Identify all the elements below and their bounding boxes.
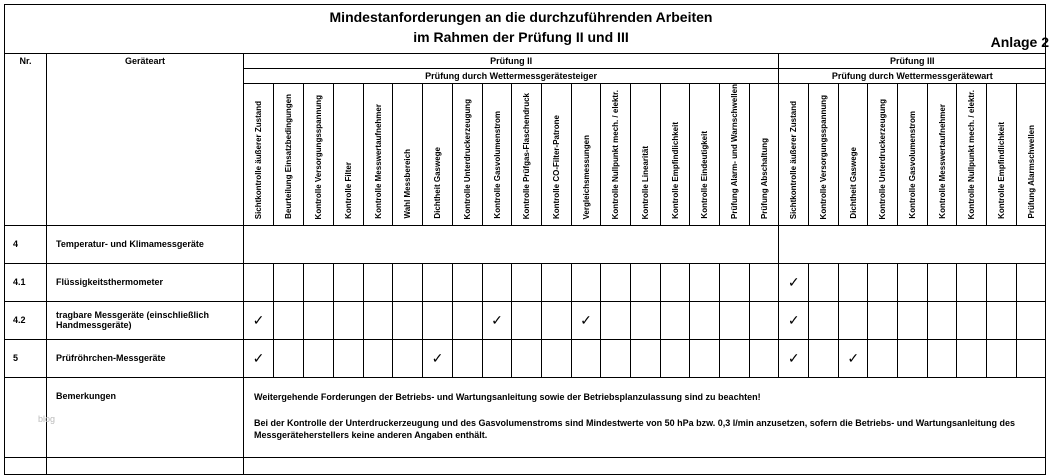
- pruefung3-column-header: [898, 84, 928, 226]
- empty-cell: [393, 263, 423, 301]
- empty-cell: [779, 225, 1046, 263]
- empty-cell: [750, 263, 779, 301]
- column-header-text: Prüfung Alarm- und Warnschwellen: [730, 84, 739, 219]
- row-label: tragbare Messgeräte (einschließlich Handmessgeräte): [47, 301, 244, 339]
- empty-cell: [987, 339, 1017, 377]
- empty-cell: [868, 263, 898, 301]
- empty-cell: [809, 263, 839, 301]
- column-header-text: Kontrolle Unterdruckerzeugung: [463, 98, 472, 219]
- pruefung2-column-header: [304, 84, 334, 226]
- empty-cell: [1017, 301, 1046, 339]
- pruefung3-column-header: [779, 84, 809, 226]
- empty-cell: [631, 339, 661, 377]
- column-header-text: Dichtheit Gaswege: [848, 147, 858, 219]
- empty-cell: [334, 263, 364, 301]
- empty-cell: [512, 301, 542, 339]
- header-pruefung-2: Prüfung II: [244, 54, 779, 69]
- column-header-text: Wahl Messbereich: [403, 149, 412, 219]
- empty-cell: [868, 339, 898, 377]
- empty-cell: [750, 301, 779, 339]
- pruefung2-column-header: [661, 84, 690, 226]
- empty-cell: [364, 263, 393, 301]
- empty-cell: [601, 339, 631, 377]
- empty-cell: [453, 339, 483, 377]
- empty-cell: [690, 301, 720, 339]
- empty-cell: [244, 225, 779, 263]
- column-header-text: Kontrolle Empfindlichkeit: [997, 122, 1007, 219]
- bemerkungen-text-1: Weitergehende Forderungen der Betriebs- und Wartungsanleitung sowie der Betriebsplanzulassung sind zu beachten!: [254, 391, 761, 402]
- empty-cell: [1017, 339, 1046, 377]
- check-mark: ✓: [779, 301, 809, 339]
- pruefung3-column-header: [957, 84, 987, 226]
- row-nr: 4.2: [5, 301, 47, 339]
- header-geraeteart: Geräteart: [47, 54, 244, 226]
- empty-cell: [957, 339, 987, 377]
- requirements-table: [4, 53, 1046, 475]
- empty-cell: [957, 263, 987, 301]
- empty-cell: [928, 301, 957, 339]
- page-title: Mindestanforderungen an die durchzuführenden Arbeiten: [329, 9, 713, 25]
- empty-cell: [542, 263, 572, 301]
- empty-cell: [839, 301, 868, 339]
- subheader-pruefung-2: Prüfung durch Wettermessgerätesteiger: [244, 69, 779, 84]
- empty-cell: [304, 339, 334, 377]
- header-nr: Nr.: [5, 54, 47, 226]
- column-header-text: Kontrolle Gasvolumenstrom: [908, 111, 918, 219]
- empty-cell: [957, 301, 987, 339]
- pruefung2-column-header: [483, 84, 512, 226]
- empty-cell: [690, 339, 720, 377]
- pruefung3-column-header: [987, 84, 1017, 226]
- check-mark: ✓: [839, 339, 868, 377]
- empty-cell: [572, 339, 601, 377]
- pruefung2-column-header: [572, 84, 601, 226]
- empty-cell: [542, 301, 572, 339]
- column-header-text: Kontrolle CO-Filter-Patrone: [552, 114, 561, 219]
- pruefung2-column-header: [393, 84, 423, 226]
- pruefung3-column-header: [1017, 84, 1046, 226]
- empty-cell: [364, 339, 393, 377]
- empty-cell: [423, 263, 453, 301]
- column-header-text: Kontrolle Versorgungsspannung: [819, 94, 829, 219]
- row-label: Prüfröhrchen-Messgeräte: [47, 339, 244, 377]
- bemerkungen-text: [244, 377, 1046, 474]
- column-header-text: Kontrolle Unterdruckerzeugung: [878, 98, 888, 219]
- empty-cell: [393, 301, 423, 339]
- column-header-text: Kontrolle Linearität: [641, 145, 650, 219]
- column-header-text: Prüfung Alarmschwellen: [1026, 125, 1036, 219]
- empty-cell: [512, 263, 542, 301]
- empty-cell: [720, 339, 750, 377]
- empty-cell: [809, 339, 839, 377]
- check-mark: ✓: [572, 301, 601, 339]
- pruefung2-column-header: [334, 84, 364, 226]
- row-nr: 5: [5, 339, 47, 377]
- empty-cell: [274, 301, 304, 339]
- row-label: Temperatur- und Klimamessgeräte: [47, 225, 244, 263]
- empty-cell: [393, 339, 423, 377]
- empty-cell: [690, 263, 720, 301]
- empty-cell: [601, 263, 631, 301]
- empty-cell: [631, 263, 661, 301]
- subheader-pruefung-3: Prüfung durch Wettermessgerätewart: [779, 69, 1046, 84]
- empty-cell: [987, 301, 1017, 339]
- pruefung3-column-header: [868, 84, 898, 226]
- empty-cell: [5, 377, 47, 474]
- column-header-text: Kontrolle Empfindlichkeit: [670, 122, 680, 219]
- empty-cell: [423, 301, 453, 339]
- pruefung2-column-header: [542, 84, 572, 226]
- empty-cell: [512, 339, 542, 377]
- column-header-text: Kontrolle Nullpunkt mech. / elektr.: [967, 89, 977, 219]
- empty-cell: [304, 263, 334, 301]
- column-header-text: Dichtheit Gaswege: [433, 147, 442, 219]
- column-header-text: Kontrolle Versorgungsspannung: [314, 94, 323, 219]
- empty-cell: [661, 301, 690, 339]
- column-header-text: Kontrolle Gasvolumenstrom: [492, 111, 502, 219]
- empty-cell: [483, 339, 512, 377]
- row-nr: 4: [5, 225, 47, 263]
- pruefung2-column-header: [244, 84, 274, 226]
- empty-cell: [453, 301, 483, 339]
- pruefung2-column-header: [631, 84, 661, 226]
- pruefung2-column-header: [690, 84, 720, 226]
- column-header-text: Kontrolle Messwertaufnehmer: [373, 104, 383, 219]
- empty-cell: [987, 263, 1017, 301]
- pruefung2-column-header: [720, 84, 750, 226]
- empty-cell: [334, 301, 364, 339]
- empty-cell: [898, 301, 928, 339]
- empty-cell: [661, 339, 690, 377]
- empty-cell: [334, 339, 364, 377]
- column-header-text: Kontrolle Nullpunkt mech. / elektr.: [611, 89, 620, 219]
- empty-cell: [364, 301, 393, 339]
- empty-cell: [601, 301, 631, 339]
- empty-cell: [720, 263, 750, 301]
- column-header-text: Kontrolle Eindeutigkeit: [700, 131, 709, 219]
- empty-cell: [898, 339, 928, 377]
- check-mark: ✓: [244, 339, 274, 377]
- anlage-label: Anlage 2: [990, 34, 1049, 50]
- column-header-text: Sichtkontrolle äußerer Zustand: [254, 100, 263, 219]
- empty-cell: [1017, 263, 1046, 301]
- column-header-text: Kontrolle Messwertaufnehmer: [937, 104, 947, 219]
- pruefung3-column-header: [928, 84, 957, 226]
- row-nr: 4.1: [5, 263, 47, 301]
- empty-cell: [483, 263, 512, 301]
- header-pruefung-3: Prüfung III: [779, 54, 1046, 69]
- row-label: Flüssigkeitsthermometer: [47, 263, 244, 301]
- pruefung3-column-header: [839, 84, 868, 226]
- check-mark: ✓: [423, 339, 453, 377]
- bemerkungen-label: Bemerkungen: [47, 377, 244, 474]
- empty-cell: [928, 339, 957, 377]
- column-header-text: Prüfung Abschaltung: [759, 137, 769, 219]
- column-header-text: Sichtkontrolle äußerer Zustand: [789, 100, 799, 219]
- empty-cell: [631, 301, 661, 339]
- empty-cell: [898, 263, 928, 301]
- pruefung2-column-header: [274, 84, 304, 226]
- empty-cell: [304, 301, 334, 339]
- watermark: blog: [38, 414, 56, 424]
- empty-cell: [839, 263, 868, 301]
- pruefung3-column-header: [809, 84, 839, 226]
- pruefung2-column-header: [601, 84, 631, 226]
- pruefung2-column-header: [453, 84, 483, 226]
- empty-cell: [720, 301, 750, 339]
- empty-cell: [274, 263, 304, 301]
- empty-cell: [542, 339, 572, 377]
- column-header-text: Kontrolle Prüfgas-Flaschendruck: [522, 92, 531, 219]
- empty-cell: [453, 263, 483, 301]
- empty-cell: [274, 339, 304, 377]
- check-mark: ✓: [244, 301, 274, 339]
- empty-cell: [868, 301, 898, 339]
- empty-cell: [244, 263, 274, 301]
- empty-cell: [661, 263, 690, 301]
- column-header-text: Beurteilung Einsatzbedingungen: [284, 94, 293, 219]
- bemerkungen-text-2: Bei der Kontrolle der Unterdruckerzeugung und des Gasvolumenstroms sind Mindestwerte von 50 hPa bzw. 0,3 l/min anzusetzen, sofern die Betriebs- und Wartungsanleitung des Messgeräteherstellers keine anderen Angaben enthält.: [254, 417, 1015, 440]
- pruefung2-column-header: [512, 84, 542, 226]
- column-header-text: Vergleichsmessungen: [581, 134, 591, 219]
- empty-cell: [572, 263, 601, 301]
- check-mark: ✓: [483, 301, 512, 339]
- check-mark: ✓: [779, 263, 809, 301]
- check-mark: ✓: [779, 339, 809, 377]
- page-subtitle: im Rahmen der Prüfung II und III: [413, 29, 629, 45]
- pruefung2-column-header: [750, 84, 779, 226]
- pruefung2-column-header: [423, 84, 453, 226]
- empty-cell: [750, 339, 779, 377]
- column-header-text: Kontrolle Filter: [344, 162, 353, 219]
- pruefung2-column-header: [364, 84, 393, 226]
- empty-cell: [928, 263, 957, 301]
- empty-cell: [809, 301, 839, 339]
